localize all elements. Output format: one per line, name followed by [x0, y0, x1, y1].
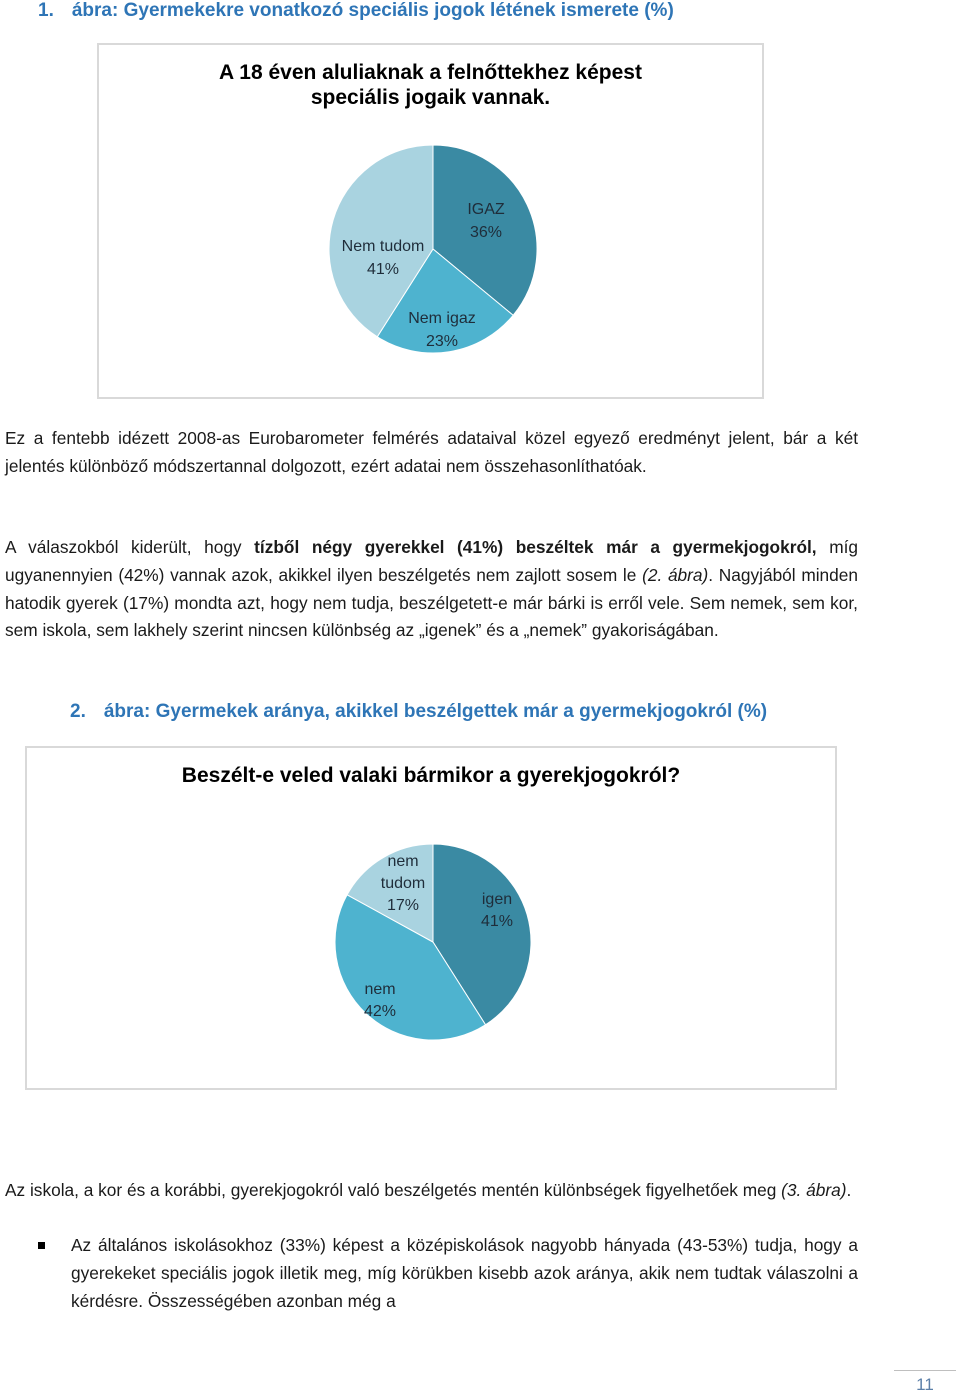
- figure1-title-line2: speciális jogaik vannak.: [310, 86, 551, 109]
- paragraph-results: [5, 534, 858, 645]
- paragraph-differences-a: Az iskola, a kor és a korábbi, gyerekjogokról való beszélgetés mentén különbségek figyelhetőek meg: [5, 1180, 782, 1200]
- figure2-pie: [27, 748, 839, 1092]
- figure2-label-nem-name: nem: [364, 981, 396, 998]
- figure1-caption: [38, 0, 674, 22]
- figure1-pie: [99, 45, 766, 401]
- figure2-label-igen-name: igen: [481, 891, 513, 908]
- paragraph-differences-c: .: [846, 1180, 852, 1200]
- figure1-title-line1: A 18 éven aluliaknak a felnőttekhez képest: [219, 61, 642, 84]
- page-number-rule: [894, 1370, 956, 1371]
- figure2-label-nem-pct: 42%: [363, 1003, 397, 1020]
- figure1-label-nemigaz-name: Nem igaz: [408, 310, 476, 327]
- paragraph-results-c: míg ugyanennyien (42%) vannak azok, akikkel ilyen beszélgetés nem zajlott sosem le: [5, 537, 859, 585]
- paragraph-results-a: A válaszokból kiderült, hogy: [5, 537, 255, 557]
- figure1-chart: [97, 43, 764, 399]
- figure2-title: Beszélt-e veled valaki bármikor a gyerekjogokról?: [181, 764, 681, 787]
- figure2-chart: [25, 746, 837, 1090]
- figure2-label-nemtudom-line2: tudom: [380, 875, 426, 892]
- figure1-label-igaz-pct: 36%: [469, 224, 503, 241]
- bullet-square-icon: [38, 1242, 45, 1249]
- figure2-caption-number: 2.: [70, 701, 86, 722]
- figure1-label-igaz-name: IGAZ: [467, 201, 505, 218]
- paragraph-differences-figref: (3. ábra): [781, 1180, 847, 1200]
- figure2-caption: [70, 701, 767, 723]
- figure2-label-igen-pct: 41%: [480, 913, 514, 930]
- figure1-label-nemtudom-pct: 41%: [366, 261, 400, 278]
- bullet-item: [38, 1232, 858, 1315]
- figure2-label-nemtudom-pct: 17%: [386, 897, 420, 914]
- figure1-caption-number: 1.: [38, 0, 54, 21]
- paragraph-results-figref: (2. ábra): [642, 564, 709, 585]
- page-number: 11: [916, 1375, 934, 1394]
- figure2-label-nemtudom-line1: nem: [387, 853, 419, 870]
- figure1-label-nemigaz-pct: 23%: [425, 333, 459, 350]
- paragraph-results-bold: tízből négy gyerekkel (41%) beszéltek már a gyermekjogokról,: [254, 537, 817, 557]
- paragraph-differences: [5, 1177, 858, 1205]
- figure2-caption-text: ábra: Gyermekek aránya, akikkel beszélgettek már a gyermekjogokról (%): [103, 701, 768, 722]
- figure1-label-nemtudom-name: Nem tudom: [341, 238, 425, 255]
- figure1-caption-text: ábra: Gyermekekre vonatkozó speciális jogok létének ismerete (%): [71, 0, 674, 21]
- paragraph-results-e: . Nagyjából minden hatodik gyerek (17%) mondta azt, hogy nem tudja, beszélgetett-e már bárki is erről vele. Sem nemek, sem kor, sem iskola, sem lakhely szerint nincsen különbség az „igenek” és a „nemek” gyakoriságában.: [5, 564, 859, 641]
- paragraph-eurobarometer: Ez a fentebb idézett 2008-as Eurobarometer felmérés adataival közel egyező eredményt jelent, bár a két jelentés különböző módszertannal dolgozott, ezért adatai nem összehasonlíthatóak.: [5, 428, 858, 476]
- bullet-text: Az általános iskolásokhoz (33%) képest a középiskolások nagyobb hányada (43-53%) tudja, hogy a gyerekeket speciális jogok illetik meg, míg körükben kisebb azok aránya, akik nem tudtak válaszolni a kérdésre. Összességében azonban még a: [71, 1235, 858, 1311]
